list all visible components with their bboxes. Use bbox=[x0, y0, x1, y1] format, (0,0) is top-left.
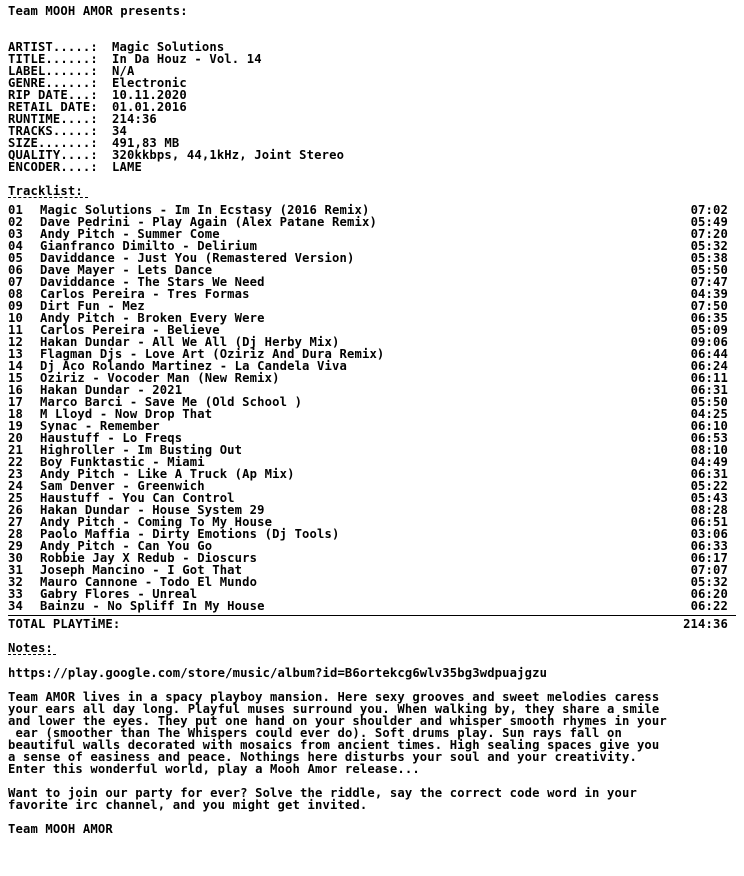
track-title: Dj Aco Rolando Martinez - La Candela Viva bbox=[40, 359, 347, 373]
track-time: 03:06 bbox=[690, 527, 728, 541]
track-title: Robbie Jay X Redub - Dioscurs bbox=[40, 551, 258, 565]
track-time: 06:22 bbox=[690, 599, 728, 613]
track-number: 06 bbox=[8, 263, 23, 277]
track-title: Dave Mayer - Lets Dance bbox=[40, 263, 213, 277]
track-time: 05:50 bbox=[690, 263, 728, 277]
track-number: 33 bbox=[8, 587, 23, 601]
track-title: Flagman Djs - Love Art (Oziriz And Dura Remix) bbox=[40, 347, 385, 361]
track-title: Andy Pitch - Like A Truck (Ap Mix) bbox=[40, 467, 295, 481]
spacer bbox=[8, 173, 744, 185]
meta-value: Magic Solutions bbox=[112, 40, 225, 54]
track-number: 16 bbox=[8, 383, 23, 397]
track-title: Hakan Dundar - 2021 bbox=[40, 383, 183, 397]
track-time: 06:31 bbox=[690, 467, 728, 481]
track-time: 04:39 bbox=[690, 287, 728, 301]
track-number: 25 bbox=[8, 491, 23, 505]
track-number: 17 bbox=[8, 395, 23, 409]
track-title: Andy Pitch - Can You Go bbox=[40, 539, 213, 553]
track-number: 15 bbox=[8, 371, 23, 385]
track-time: 06:20 bbox=[690, 587, 728, 601]
track-time: 08:10 bbox=[690, 443, 728, 457]
track-title: Sam Denver - Greenwich bbox=[40, 479, 205, 493]
meta-value: 491,83 MB bbox=[112, 136, 180, 150]
track-number: 34 bbox=[8, 599, 23, 613]
meta-key: ENCODER....: bbox=[8, 160, 98, 174]
track-time: 05:09 bbox=[690, 323, 728, 337]
track-number: 24 bbox=[8, 479, 23, 493]
track-time: 05:50 bbox=[690, 395, 728, 409]
track-number: 20 bbox=[8, 431, 23, 445]
track-number: 11 bbox=[8, 323, 23, 337]
track-time: 05:22 bbox=[690, 479, 728, 493]
meta-value: 214:36 bbox=[112, 112, 157, 126]
track-title: Magic Solutions - Im In Ecstasy (2016 Remix) bbox=[40, 203, 370, 217]
track-number: 01 bbox=[8, 203, 23, 217]
track-number: 14 bbox=[8, 359, 23, 373]
track-title: Hakan Dundar - House System 29 bbox=[40, 503, 265, 517]
track-time: 07:07 bbox=[690, 563, 728, 577]
notes-heading: Notes: bbox=[8, 641, 53, 655]
track-number: 10 bbox=[8, 311, 23, 325]
track-number: 08 bbox=[8, 287, 23, 301]
track-time: 07:50 bbox=[690, 299, 728, 313]
meta-value: 34 bbox=[112, 124, 127, 138]
track-title: Boy Funktastic - Miami bbox=[40, 455, 205, 469]
track-time: 09:06 bbox=[690, 335, 728, 349]
track-number: 09 bbox=[8, 299, 23, 313]
track-number: 05 bbox=[8, 251, 23, 265]
track-title: Mauro Cannone - Todo El Mundo bbox=[40, 575, 258, 589]
track-title: Andy Pitch - Broken Every Were bbox=[40, 311, 265, 325]
track-time: 05:32 bbox=[690, 575, 728, 589]
meta-key: TRACKS.....: bbox=[8, 124, 98, 138]
meta-key: TITLE......: bbox=[8, 52, 98, 66]
tracklist bbox=[8, 204, 744, 612]
track-number: 22 bbox=[8, 455, 23, 469]
meta-value: Electronic bbox=[112, 76, 187, 90]
track-time: 07:20 bbox=[690, 227, 728, 241]
track-time: 06:24 bbox=[690, 359, 728, 373]
total-label: TOTAL PLAYTiME: bbox=[8, 617, 121, 631]
track-number: 31 bbox=[8, 563, 23, 577]
track-title: Andy Pitch - Summer Come bbox=[40, 227, 220, 241]
meta-key: RIP DATE...: bbox=[8, 88, 98, 102]
track-title: Marco Barci - Save Me (Old School ) bbox=[40, 395, 303, 409]
track-time: 04:25 bbox=[690, 407, 728, 421]
track-title: Joseph Mancino - I Got That bbox=[40, 563, 243, 577]
total-time: 214:36 bbox=[683, 617, 728, 631]
meta-value: 10.11.2020 bbox=[112, 88, 187, 102]
spacer bbox=[8, 17, 744, 29]
track-title: Paolo Maffia - Dirty Emotions (Dj Tools) bbox=[40, 527, 340, 541]
track-time: 05:38 bbox=[690, 251, 728, 265]
track-time: 05:43 bbox=[690, 491, 728, 505]
track-time: 08:28 bbox=[690, 503, 728, 517]
track-title: Bainzu - No Spliff In My House bbox=[40, 599, 265, 613]
track-number: 30 bbox=[8, 551, 23, 565]
track-time: 06:11 bbox=[690, 371, 728, 385]
release-info bbox=[8, 41, 744, 173]
notes-paragraph: Team AMOR lives in a spacy playboy mansion. Here sexy grooves and sweet melodies caress your ears all day long. Playful muses surround you. When walking by, they share a smile and lower the eyes. They put one hand on your shoulder and whisper smooth rhymes in your ear (smoother than The Whispers could ever do). Soft drums play. Sun rays fall on beautiful walls decorated with mosaics from ancient times. High sealing spaces give you a sense of easiness and peace. Nothings here disturbs your soul and your creativity. Enter this wonderful world, play a Mooh Amor release... bbox=[8, 690, 667, 776]
track-number: 27 bbox=[8, 515, 23, 529]
track-title: Hakan Dundar - All We All (Dj Herby Mix) bbox=[40, 335, 340, 349]
meta-value: LAME bbox=[112, 160, 142, 174]
track-time: 05:49 bbox=[690, 215, 728, 229]
meta-row bbox=[8, 161, 744, 173]
track-time: 06:10 bbox=[690, 419, 728, 433]
spacer bbox=[8, 811, 744, 823]
track-title: Synac - Remember bbox=[40, 419, 160, 433]
track-title: Andy Pitch - Coming To My House bbox=[40, 515, 273, 529]
track-number: 03 bbox=[8, 227, 23, 241]
track-number: 19 bbox=[8, 419, 23, 433]
total-playtime bbox=[8, 618, 728, 630]
track-title: Gabry Flores - Unreal bbox=[40, 587, 198, 601]
tracklist-heading: Tracklist: bbox=[8, 184, 83, 198]
track-time: 06:31 bbox=[690, 383, 728, 397]
track-number: 29 bbox=[8, 539, 23, 553]
meta-value: N/A bbox=[112, 64, 135, 78]
track-title: Daviddance - The Stars We Need bbox=[40, 275, 265, 289]
track-number: 04 bbox=[8, 239, 23, 253]
meta-value: 01.01.2016 bbox=[112, 100, 187, 114]
track-title: Carlos Pereira - Tres Formas bbox=[40, 287, 250, 301]
track-number: 23 bbox=[8, 467, 23, 481]
track-number: 26 bbox=[8, 503, 23, 517]
spacer bbox=[8, 630, 744, 642]
track-number: 07 bbox=[8, 275, 23, 289]
track-time: 06:53 bbox=[690, 431, 728, 445]
meta-value: 320kkbps, 44,1kHz, Joint Stereo bbox=[112, 148, 345, 162]
track-time: 06:51 bbox=[690, 515, 728, 529]
track-time: 06:44 bbox=[690, 347, 728, 361]
track-number: 21 bbox=[8, 443, 23, 457]
track-number: 12 bbox=[8, 335, 23, 349]
track-time: 06:35 bbox=[690, 311, 728, 325]
track-title: Oziriz - Vocoder Man (New Remix) bbox=[40, 371, 280, 385]
track-title: Haustuff - You Can Control bbox=[40, 491, 235, 505]
track-time: 04:49 bbox=[690, 455, 728, 469]
signature: Team MOOH AMOR bbox=[8, 822, 113, 836]
track-number: 28 bbox=[8, 527, 23, 541]
meta-key: RETAIL DATE: bbox=[8, 100, 98, 114]
track-number: 32 bbox=[8, 575, 23, 589]
meta-key: ARTIST.....: bbox=[8, 40, 98, 54]
album-url[interactable]: https://play.google.com/store/music/album?id=B6ortekcg6wlv35bg3wdpuajgzu bbox=[8, 666, 548, 680]
divider bbox=[8, 615, 736, 616]
track-title: Highroller - Im Busting Out bbox=[40, 443, 243, 457]
track-number: 02 bbox=[8, 215, 23, 229]
track-title: Dave Pedrini - Play Again (Alex Patane Remix) bbox=[40, 215, 377, 229]
track-time: 06:33 bbox=[690, 539, 728, 553]
track-title: Dirt Fun - Mez bbox=[40, 299, 145, 313]
meta-key: QUALITY....: bbox=[8, 148, 98, 162]
track-time: 06:17 bbox=[690, 551, 728, 565]
meta-key: LABEL......: bbox=[8, 64, 98, 78]
track-title: M Lloyd - Now Drop That bbox=[40, 407, 213, 421]
track-title: Carlos Pereira - Believe bbox=[40, 323, 220, 337]
invite-paragraph: Want to join our party for ever? Solve the riddle, say the correct code word in your favorite irc channel, and you might get invited. bbox=[8, 786, 637, 812]
track-number: 13 bbox=[8, 347, 23, 361]
track-time: 07:02 bbox=[690, 203, 728, 217]
meta-value: In Da Houz - Vol. 14 bbox=[112, 52, 262, 66]
track-title: Haustuff - Lo Freqs bbox=[40, 431, 183, 445]
track-time: 05:32 bbox=[690, 239, 728, 253]
meta-key: GENRE......: bbox=[8, 76, 98, 90]
track-time: 07:47 bbox=[690, 275, 728, 289]
presents-line: Team MOOH AMOR presents: bbox=[8, 4, 188, 18]
heading-underline bbox=[8, 654, 56, 661]
meta-key: SIZE.......: bbox=[8, 136, 98, 150]
track-title: Gianfranco Dimilto - Delirium bbox=[40, 239, 258, 253]
track-title: Daviddance - Just You (Remastered Version) bbox=[40, 251, 355, 265]
track-number: 18 bbox=[8, 407, 23, 421]
meta-key: RUNTIME....: bbox=[8, 112, 98, 126]
track-row bbox=[8, 600, 728, 612]
